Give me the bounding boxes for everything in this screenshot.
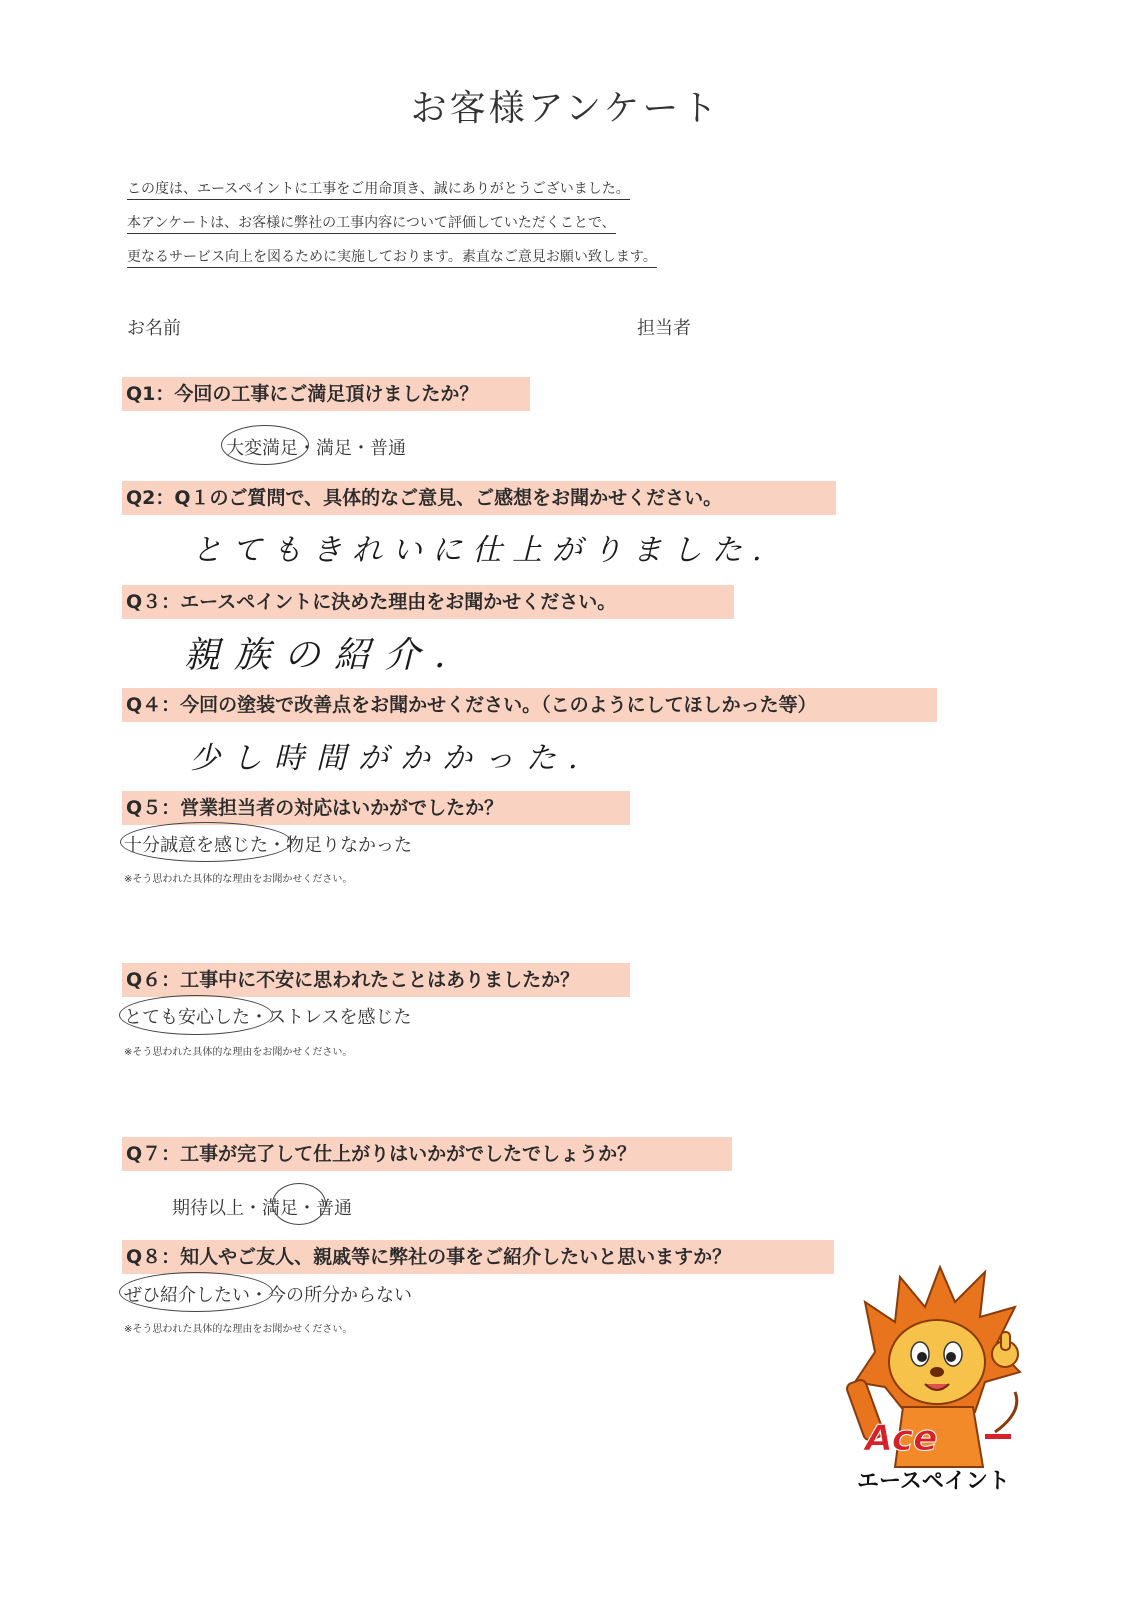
q1-selected-circle <box>221 425 309 465</box>
q6-note: ※そう思われた具体的な理由をお聞かせください。 <box>124 1047 353 1058</box>
q8-question: Q８：知人やご友人、親戚等に弊社の事をご紹介したいと思いますか？ <box>126 1246 732 1268</box>
logo-name: エースペイント <box>857 1469 1010 1494</box>
q6-question: Q６：工事中に不安に思われたことはありましたか？ <box>126 969 580 991</box>
page-title: お客様アンケート <box>410 88 721 129</box>
ace-paint-logo <box>845 1262 1035 1500</box>
q5-note: ※そう思われた具体的な理由をお聞かせください。 <box>124 874 353 885</box>
q7-selected-circle <box>272 1183 326 1225</box>
name-label: お名前 <box>127 318 181 339</box>
q8-note: ※そう思われた具体的な理由をお聞かせください。 <box>124 1324 353 1335</box>
q2-handwritten-answer: とてもきれいに仕上がりました. <box>192 533 772 568</box>
q8-options: ぜひ紹介したい・今の所分からない <box>124 1285 412 1306</box>
ace-logotype: Ace <box>865 1418 938 1459</box>
q1-options: 大変満足・満足・普通 <box>226 438 406 459</box>
staff-label: 担当者 <box>637 318 691 339</box>
q1-question: Q1：今回の工事にご満足頂けましたか？ <box>126 383 479 405</box>
q8-selected-circle <box>119 1272 273 1312</box>
intro-line-3: 更なるサービス向上を図るために実施しております。素直なご意見お願い致します。 <box>127 246 657 268</box>
q6-selected-circle <box>119 995 273 1035</box>
q3-handwritten-answer: 親族の紹介. <box>184 635 460 676</box>
q4-question: Q４：今回の塗装で改善点をお聞かせください。（このようにしてほしかった等） <box>126 694 817 716</box>
lion-mascot-icon <box>845 1262 1035 1500</box>
q5-options: 十分誠意を感じた・物足りなかった <box>124 835 412 856</box>
q4-handwritten-answer: 少し時間がかかった. <box>190 741 590 776</box>
intro-line-1: この度は、エースペイントに工事をご用命頂き、誠にありがとうございました。 <box>127 178 630 200</box>
q5-question: Q５：営業担当者の対応はいかがでしたか？ <box>126 797 504 819</box>
q7-question: Q７：工事が完了して仕上がりはいかがでしたでしょうか？ <box>126 1143 637 1165</box>
q2-question: Q2：Q１のご質問で、具体的なご意見、ご感想をお聞かせください。 <box>126 487 723 509</box>
q6-options: とても安心した・ストレスを感じた <box>124 1007 412 1028</box>
q5-selected-circle <box>120 822 292 862</box>
intro-line-2: 本アンケートは、お客様に弊社の工事内容について評価していただくことで、 <box>127 212 616 234</box>
q7-options: 期待以上・満足・普通 <box>172 1198 352 1219</box>
q3-question: Q３：エースペイントに決めた理由をお聞かせください。 <box>126 591 617 613</box>
